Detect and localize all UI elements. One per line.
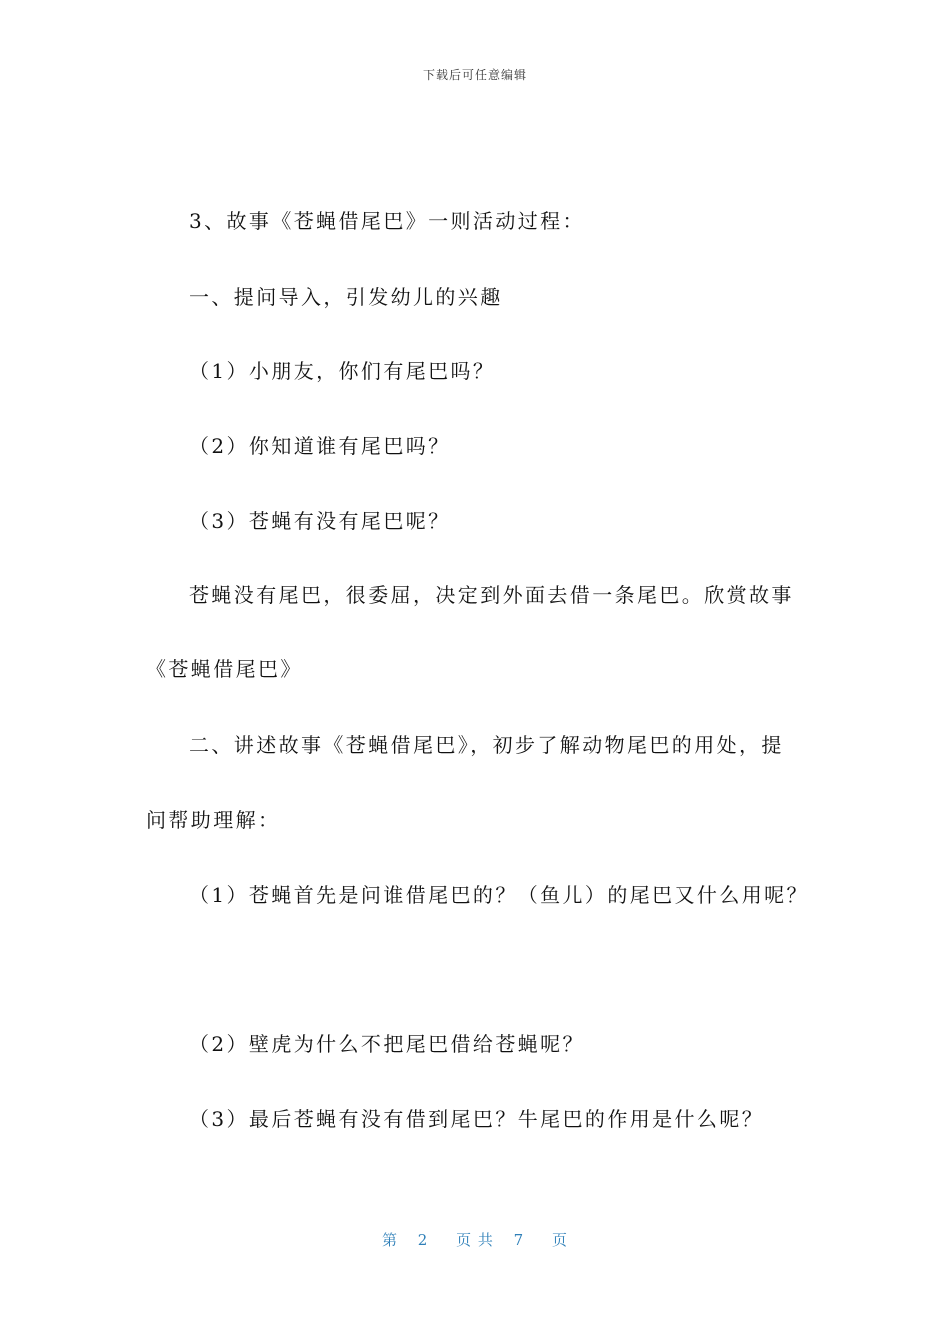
paragraph-story-intro-line1: 苍蝇没有尾巴，很委屈，决定到外面去借一条尾巴。欣赏故事 bbox=[189, 583, 794, 607]
paragraph-section-one: 一、提问导入，引发幼儿的兴趣 bbox=[189, 285, 503, 309]
footer-page-mid: 页 共 bbox=[456, 1231, 494, 1249]
page-header: 下载后可任意编辑 bbox=[422, 68, 527, 82]
footer-total-pages: 7 bbox=[513, 1231, 525, 1249]
page-footer bbox=[0, 1229, 950, 1250]
paragraph-story-question-2: （2）壁虎为什么不把尾巴借给苍蝇呢？ bbox=[189, 1032, 585, 1056]
paragraph-story-question-3: （3）最后苍蝇有没有借到尾巴？牛尾巴的作用是什么呢？ bbox=[189, 1107, 765, 1131]
paragraph-question-1: （1）小朋友，你们有尾巴吗？ bbox=[189, 359, 496, 383]
paragraph-activity-title: 3、故事《苍蝇借尾巴》一则活动过程： bbox=[189, 209, 585, 233]
paragraph-question-2: （2）你知道谁有尾巴吗？ bbox=[189, 434, 451, 458]
paragraph-section-two-line1: 二、讲述故事《苍蝇借尾巴》，初步了解动物尾巴的用处，提 bbox=[189, 733, 784, 757]
footer-page-suffix: 页 bbox=[552, 1231, 569, 1249]
footer-current-page: 2 bbox=[417, 1231, 429, 1249]
paragraph-question-3: （3）苍蝇有没有尾巴呢？ bbox=[189, 509, 451, 533]
paragraph-story-intro-line2: 《苍蝇借尾巴》 bbox=[146, 657, 303, 681]
paragraph-section-two-line2: 问帮助理解： bbox=[146, 808, 281, 832]
footer-page-prefix: 第 bbox=[381, 1231, 398, 1249]
paragraph-story-question-1: （1）苍蝇首先是问谁借尾巴的？（鱼儿）的尾巴又什么用呢？ bbox=[189, 883, 809, 907]
